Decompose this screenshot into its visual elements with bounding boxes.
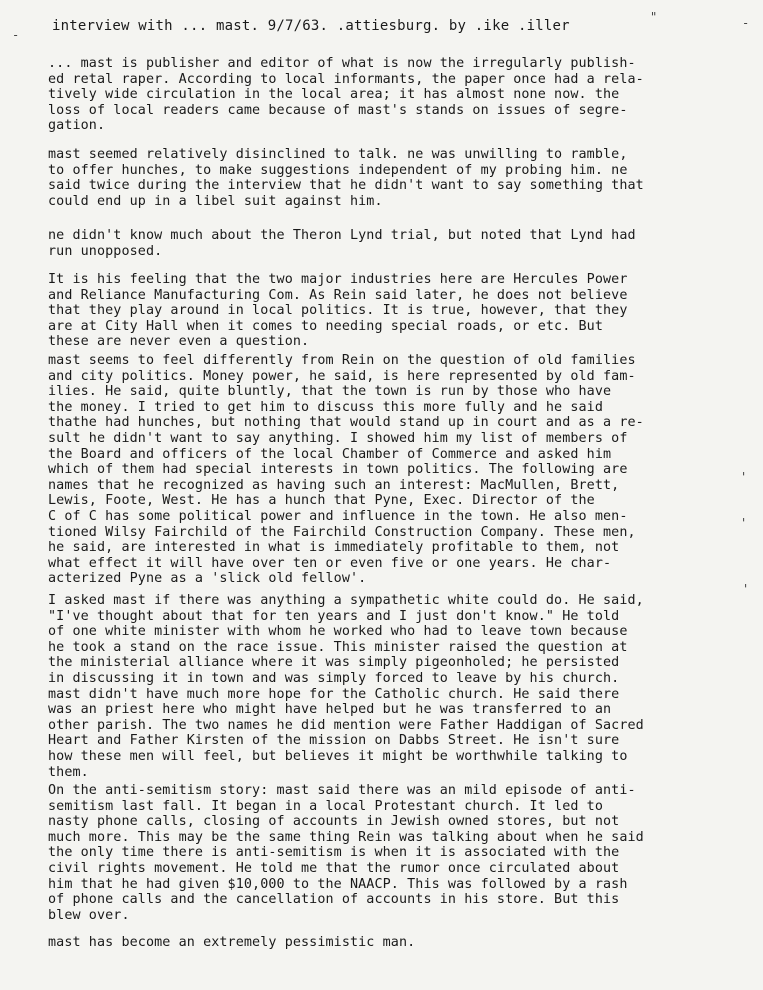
paragraph-publisher: ... mast is publisher and editor of what is now the irregularly publish- ed retal raper. According to local informants, the paper once had a rela- tively wide circulation in the local area; it has almost none now. the loss of local readers came because of mast's stands on issues of segre- gation. xyxy=(48,56,644,134)
paragraph-sympathetic-white: I asked mast if there was anything a sympathetic white could do. He said, "I've thought about that for ten years and I just don't know." He told of one white minister with whom he worked who had to leave town because he took a stand on the race issue. This minister raised the question at the ministerial alliance where it was simply pigeonholed; he persisted in discussing it in town and was simply forced to leave by his church. mast didn't have much more hope for the Catholic church. He said there was an priest here who might have helped but he was transferred to an other parish. The two names he did mention were Father Haddigan of Sacred Heart and Father Kirsten of the mission on Dabbs Street. He isn't sure how these men will feel, but believes it might be worthwhile talking to them. xyxy=(48,593,644,780)
margin-mark: ' xyxy=(742,582,750,596)
margin-mark: - xyxy=(12,28,20,42)
paragraph-reluctance: mast seemed relatively disinclined to talk. ne was unwilling to ramble, to offer hunches, to make suggestions independent of my probing him. ne said twice during the interview that he didn't want to say something that could end up in a libel suit against him. xyxy=(48,147,644,209)
margin-mark: " xyxy=(650,10,658,24)
paragraph-pessimistic: mast has become an extremely pessimistic man. xyxy=(48,935,416,950)
paragraph-old-families: mast seems to feel differently from Rein on the question of old families and city politics. Money power, he said, is here represented by old fam- ilies. He said, quite bluntly, that the town is run by those who have the money. I tried to get him to discuss this more fully and he said thathe had hunches, but nothing that would stand up in court and as a re- sult he didn't want to say anything. I showed him my list of members of the Board and officers of the local Chamber of Commerce and asked him which of them had special interests in town politics. The following are names that he recognized as having such an interest: MacMullen, Brett, Lewis, Foote, West. He has a hunch that Pyne, Exec. Director of the C of C has some political power and influence in the town. He also men- tioned Wilsy Fairchild of the Fairchild Construction Company. These men, he said, are interested in what is immediately profitable to them, not what effect it will have over ten or even five or one years. He char- acterized Pyne as a 'slick old fellow'. xyxy=(48,353,644,587)
paragraph-lynd-trial: ne didn't know much about the Theron Lynd trial, but noted that Lynd had run unopposed. xyxy=(48,228,636,259)
margin-mark: ' xyxy=(740,516,748,530)
margin-mark: ' xyxy=(740,470,748,484)
paragraph-industries: It is his feeling that the two major industries here are Hercules Power and Reliance Manufacturing Com. As Rein said later, he does not believe that they play around in local politics. It is true, however, that they are at City Hall when it comes to needing special roads, or etc. But these are never even a question. xyxy=(48,272,628,350)
paragraph-anti-semitism: On the anti-semitism story: mast said there was an mild episode of anti- semitism last fall. It began in a local Protestant church. It led to nasty phone calls, closing of accounts in Jewish owned stores, but not much more. This may be the same thing Rein was talking about when he said the only time there is anti-semitism is when it is associated with the civil rights movement. He told me that the rumor once circulated about him that he had given $10,000 to the NAACP. This was followed by a rash of phone calls and the cancellation of accounts in his store. But this blew over. xyxy=(48,783,644,923)
margin-mark: - xyxy=(742,16,750,30)
interview-header: interview with ... mast. 9/7/63. .attiesburg. by .ike .iller xyxy=(52,18,570,34)
